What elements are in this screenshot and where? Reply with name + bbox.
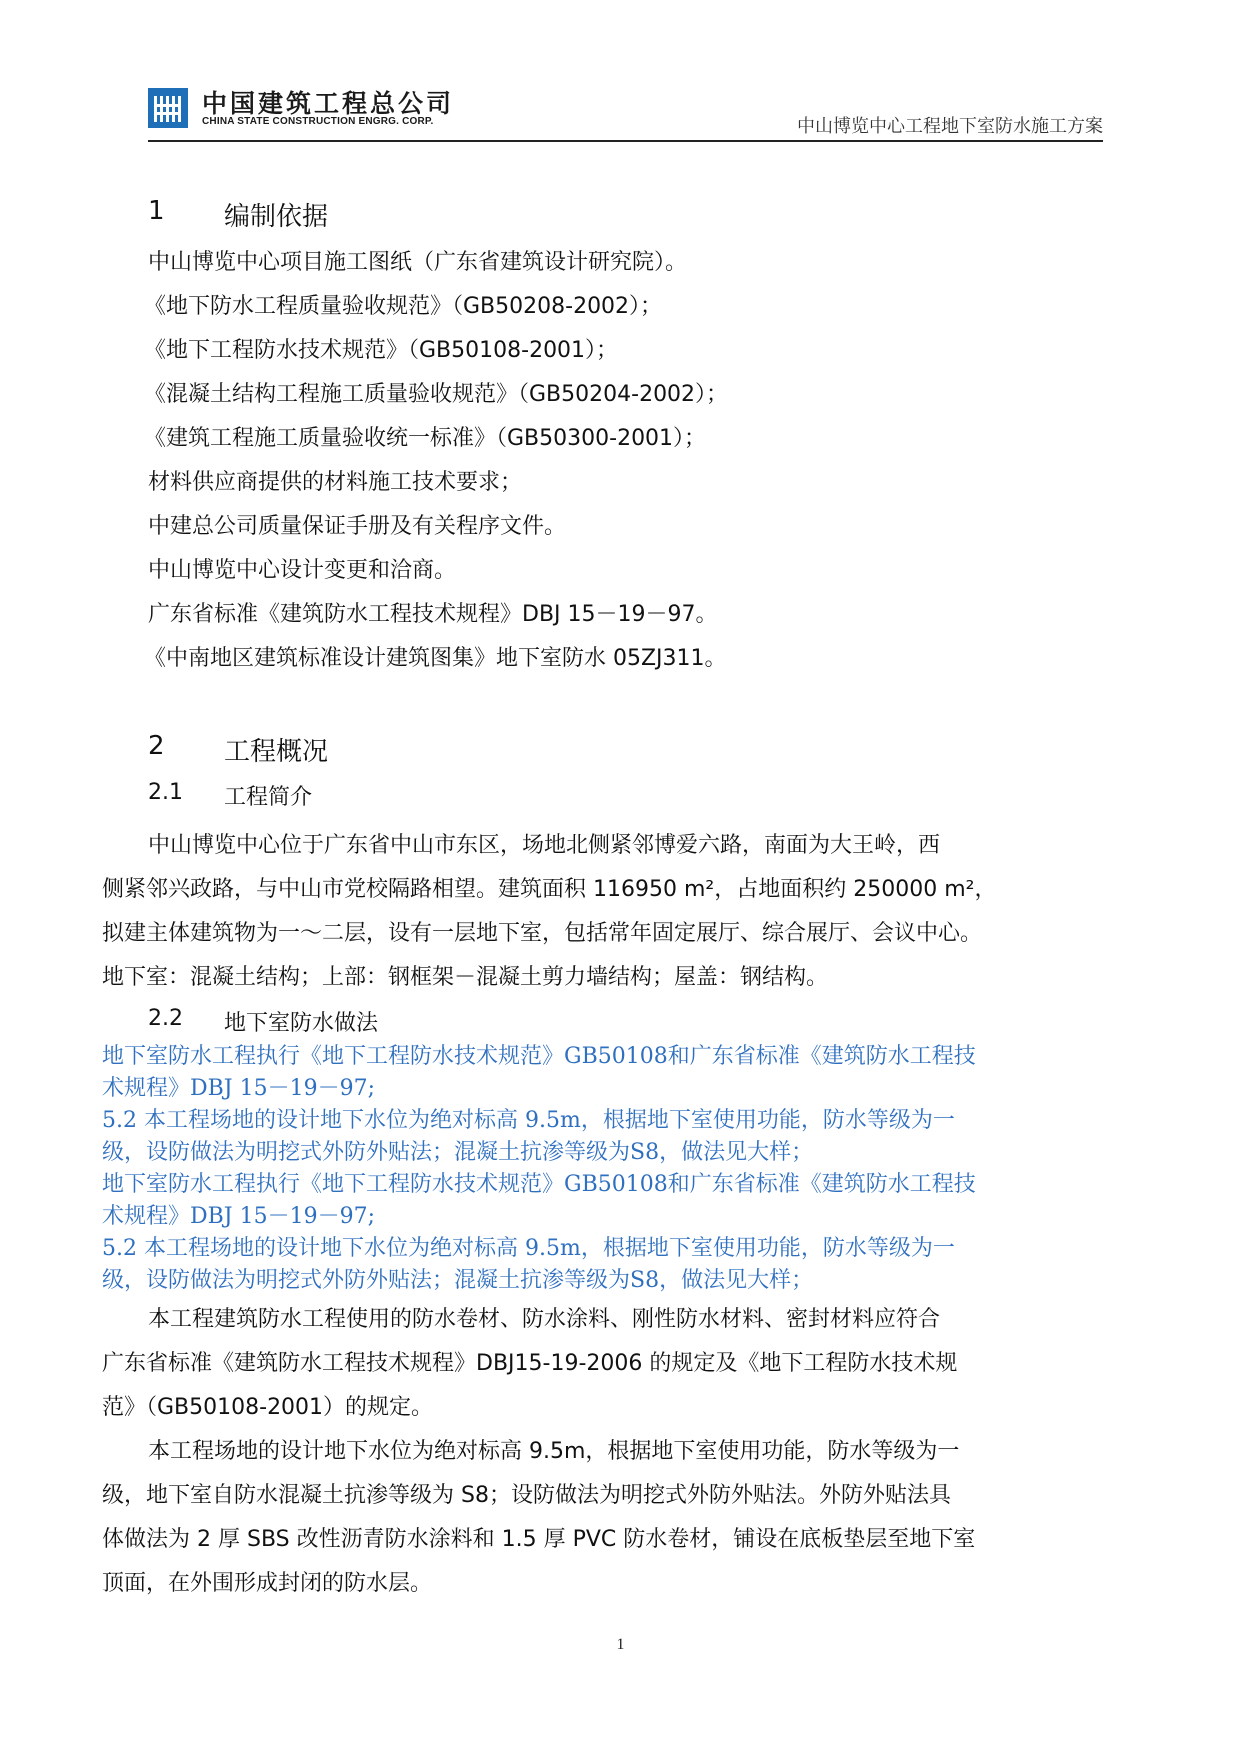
reference-item: 《地下工程防水技术规范》（GB50108-2001）； <box>144 338 619 363</box>
reference-item: 中山博览中心项目施工图纸（广东省建筑设计研究院）。 <box>148 250 688 275</box>
reference-item: 《地下防水工程质量验收规范》（GB50208-2002）； <box>144 294 663 319</box>
reference-item: 广东省标准《建筑防水工程技术规程》DBJ 15－19－97。 <box>148 602 718 627</box>
subsection-title: 工程简介 <box>224 785 313 810</box>
overview-line: 地下室：混凝土结构；上部：钢框架－混凝土剪力墙结构；屋盖：钢结构。 <box>102 965 829 990</box>
reference-item: 中山博览中心设计变更和洽商。 <box>148 558 457 583</box>
spec-excerpt-line: 术规程》DBJ 15－19－97; <box>102 1076 376 1101</box>
document-title: 中山博览中心工程地下室防水施工方案 <box>797 116 1103 137</box>
reference-item: 中建总公司质量保证手册及有关程序文件。 <box>148 514 567 539</box>
paragraph-line: 广东省标准《建筑防水工程技术规程》DBJ15-19-2006 的规定及《地下工程防水技术规 <box>102 1351 958 1376</box>
paragraph-line: 本工程场地的设计地下水位为绝对标高 9.5m，根据地下室使用功能，防水等级为一 <box>148 1439 960 1464</box>
spec-excerpt-line: 级，设防做法为明挖式外防外贴法；混凝土抗渗等级为S8，做法见大样； <box>102 1268 814 1293</box>
overview-line: 侧紧邻兴政路，与中山市党校隔路相望。建筑面积 116950 m²，占地面积约 250000 m²， <box>102 877 997 902</box>
section-number: 1 <box>148 196 165 226</box>
subsection-title: 地下室防水做法 <box>224 1011 379 1036</box>
paragraph-line: 级，地下室自防水混凝土抗渗等级为 S8；设防做法为明挖式外防外贴法。外防外贴法具 <box>102 1483 951 1508</box>
paragraph-line: 范》（GB50108-2001）的规定。 <box>102 1395 434 1420</box>
spec-excerpt-line: 级，设防做法为明挖式外防外贴法；混凝土抗渗等级为S8，做法见大样； <box>102 1140 814 1165</box>
page-number: 1 <box>616 1636 625 1653</box>
section-number: 2 <box>148 731 165 761</box>
overview-line: 拟建主体建筑物为一～二层，设有一层地下室，包括常年固定展厅、综合展厅、会议中心。 <box>102 921 983 946</box>
company-name-cn: 中国建筑工程总公司 <box>202 89 455 118</box>
header-divider <box>148 140 1103 142</box>
reference-item: 《建筑工程施工质量验收统一标准》（GB50300-2001）； <box>144 426 707 451</box>
paragraph-line: 顶面，在外围形成封闭的防水层。 <box>102 1571 433 1596</box>
section-title: 工程概况 <box>224 737 329 767</box>
paragraph-line: 体做法为 2 厚 SBS 改性沥青防水涂料和 1.5 厚 PVC 防水卷材，铺设在底板垫层至地下室 <box>102 1527 976 1552</box>
paragraph-line: 本工程建筑防水工程使用的防水卷材、防水涂料、刚性防水材料、密封材料应符合 <box>148 1307 941 1332</box>
spec-excerpt-line: 术规程》DBJ 15－19－97; <box>102 1204 376 1229</box>
overview-line: 中山博览中心位于广东省中山市东区，场地北侧紧邻博爱六路，南面为大王岭，西 <box>148 833 941 858</box>
spec-excerpt-line: 地下室防水工程执行《地下工程防水技术规范》GB50108和广东省标准《建筑防水工程技 <box>102 1044 976 1069</box>
reference-item: 《混凝土结构工程施工质量验收规范》（GB50204-2002）； <box>144 382 729 407</box>
spec-excerpt-line: 5.2 本工程场地的设计地下水位为绝对标高 9.5m，根据地下室使用功能，防水等级为一 <box>102 1236 955 1261</box>
subsection-number: 2.2 <box>148 1006 183 1031</box>
reference-item: 材料供应商提供的材料施工技术要求； <box>148 470 523 495</box>
company-name-en: CHINA STATE CONSTRUCTION ENGRG. CORP. <box>202 116 434 127</box>
reference-item: 《中南地区建筑标准设计建筑图集》地下室防水 05ZJ311。 <box>144 646 727 671</box>
subsection-number: 2.1 <box>148 780 183 805</box>
spec-excerpt-line: 5.2 本工程场地的设计地下水位为绝对标高 9.5m，根据地下室使用功能，防水等级为一 <box>102 1108 955 1133</box>
cscec-logo-icon <box>148 88 188 128</box>
spec-excerpt-line: 地下室防水工程执行《地下工程防水技术规范》GB50108和广东省标准《建筑防水工程技 <box>102 1172 976 1197</box>
page-header <box>148 84 1103 140</box>
section-title: 编制依据 <box>224 202 329 232</box>
